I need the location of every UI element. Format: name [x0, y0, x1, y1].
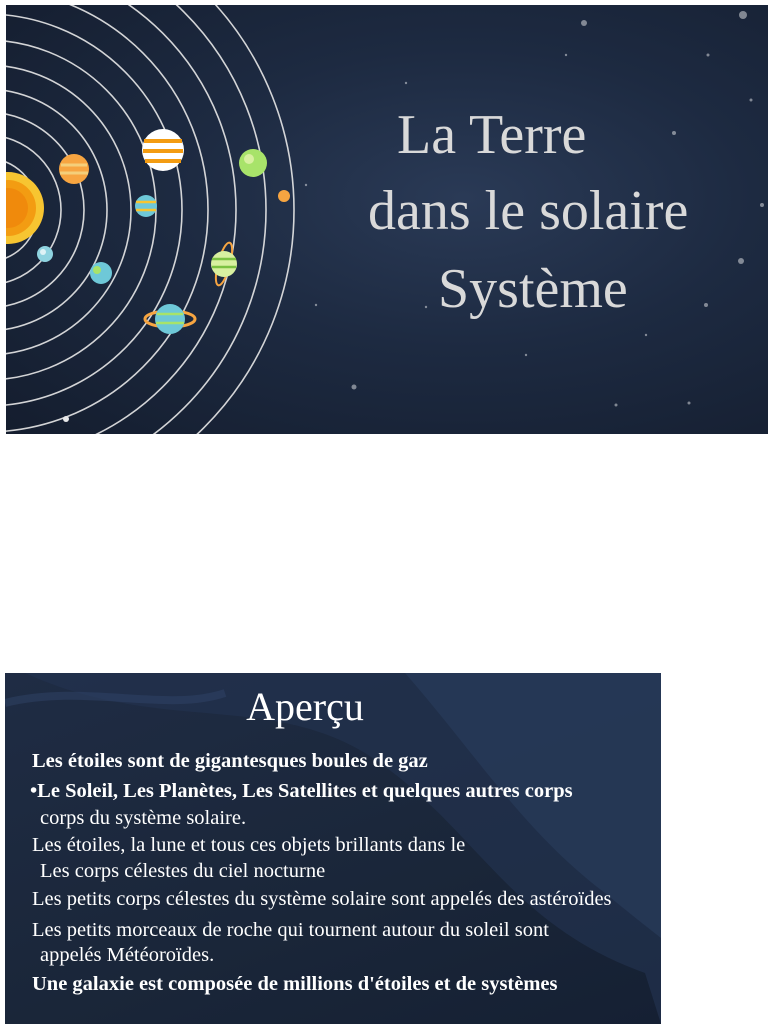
- bullet-line: Les étoiles sont de gigantesques boules de gaz: [32, 750, 428, 772]
- bullet-line: Une galaxie est composée de millions d'étoiles et de systèmes: [32, 973, 558, 995]
- slide-title-line-3: Système: [438, 258, 628, 320]
- overview-slide: [5, 673, 661, 1024]
- planet-icons: [37, 129, 290, 334]
- bullet-line: corps du système solaire.: [40, 807, 247, 829]
- title-slide: [6, 5, 768, 434]
- bullet-line: appelés Météoroïdes.: [40, 944, 215, 966]
- slide-title: Aperçu: [246, 684, 364, 729]
- orbit-rings: [6, 5, 294, 434]
- bullet-line: Les corps célestes du ciel nocturne: [40, 860, 326, 882]
- bullet-line: Les petits morceaux de roche qui tournent autour du soleil sont: [32, 919, 549, 941]
- slide-title-line-2: dans le solaire: [368, 180, 689, 242]
- bullet-line: Les petits corps célestes du système solaire sont appelés des astéroïdes: [32, 888, 612, 910]
- sun-icon: [6, 172, 44, 244]
- slide-title-line-1: La Terre: [397, 104, 587, 166]
- bullet-line: •Le Soleil, Les Planètes, Les Satellites et quelques autres corps: [30, 780, 573, 802]
- bullet-line: Les étoiles, la lune et tous ces objets brillants dans le: [32, 834, 466, 856]
